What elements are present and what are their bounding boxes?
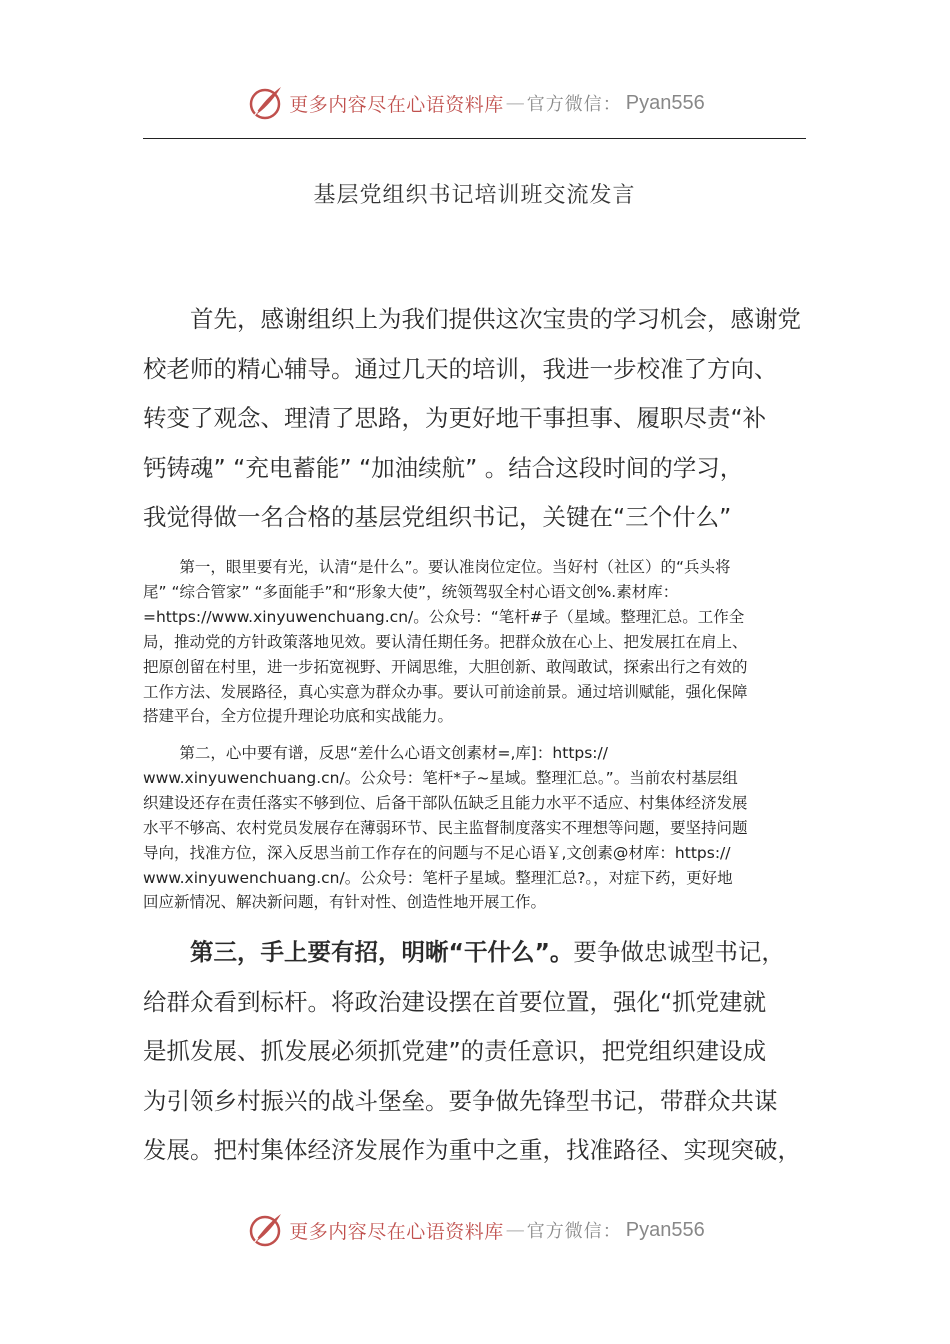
- quill-pen-logo-icon: [245, 83, 285, 123]
- quill-pen-logo-icon: [245, 1210, 285, 1250]
- banner-wechat-id: Pyan556: [625, 91, 705, 114]
- paragraph-second-point: [143, 741, 806, 915]
- paragraph-lead: 第三，手上要有招，明晰“干什么”。: [190, 938, 574, 966]
- paragraph-third-point: [143, 928, 806, 1176]
- paragraph-text: 第一，眼里要有光，认清“是什么”。要认准岗位定位。当好村（社区）的“兵头将 尾” “综合管家” “多面能手”和“形象大使”，统领驾驭全村心语文创%.素材库： =https://www.xinyuwenchuang.cn/。公众号：“笔杆#子（星域。整理汇总。工作全 局，推动党的方针政策落地见效。要认清任期任务。把群众放在心上、把发展扛在肩上、 把原创留在村里，进一步拓宽视野、开阔思维，大胆创新、敢闯敢试，探索出行之有效的 工作方法、发展路径，真心实意为群众办事。要认可前途前景。通过培训赋能，强化保障 搭建平台，全方位提升理论功底和实战能力。: [143, 558, 748, 726]
- paragraph-text: 首先，感谢组织上为我们提供这次宝贵的学习机会，感谢党 校老师的精心辅导。通过几天的培训，我进一步校准了方向、 转变了观念、理清了思路，为更好地干事担事、履职尽责“补 钙铸魂” “充电蓄能” “加油续航” 。结合这段时间的学习， 我觉得做一名合格的基层党组织书记，关键在“三个什么”: [143, 305, 801, 532]
- banner-separator: —: [505, 1219, 525, 1241]
- banner-text: 更多内容尽在心语资料库: [289, 1220, 504, 1243]
- document-title: 基层党组织书记培训班交流发言: [313, 183, 636, 208]
- paragraph-text: 要争做忠诚型书记， 给群众看到标杆。将政治建设摆在首要位置，强化“抓党建就 是抓发展、抓发展必须抓党建”的责任意识，把党组织建设成 为引领乡村振兴的战斗堡垒。要争做先锋型书记，带群众共谋 发展。把村集体经济发展作为重中之重，找准路径、实现突破，: [143, 938, 801, 1165]
- banner-label: 官方微信：: [526, 94, 622, 115]
- paragraph-first-point: [143, 555, 806, 729]
- paragraph-text: 第二，心中要有谱，反思“差什么心语文创素材=,库]：https:// www.xinyuwenchuang.cn/。公众号：笔杆*子~星域。整理汇总。”。当前农村基层组 织建设还存在责任落实不够到位、后备干部队伍缺乏且能力水平不适应、村集体经济发展 水平不够高、农村党员发展存在薄弱环节、民主监督制度落实不理想等问题，要坚持问题 导向，找准方位，深入反思当前工作存在的问题与不足心语￥,文创素@材库：https:// www.xinyuwenchuang.cn/。公众号：笔杆子星域。整理汇总?。，对症下药，更好地 回应新情况、解决新问题，有针对性、创造性地开展工作。: [143, 744, 748, 912]
- header-divider: [143, 138, 806, 139]
- banner-wechat-id: Pyan556: [625, 1218, 705, 1241]
- banner-text: 更多内容尽在心语资料库: [289, 93, 504, 116]
- footer-banner: [0, 1210, 950, 1250]
- paragraph-intro: [143, 295, 806, 543]
- header-banner: [0, 83, 950, 123]
- banner-separator: —: [505, 92, 525, 114]
- banner-label: 官方微信：: [526, 1221, 622, 1242]
